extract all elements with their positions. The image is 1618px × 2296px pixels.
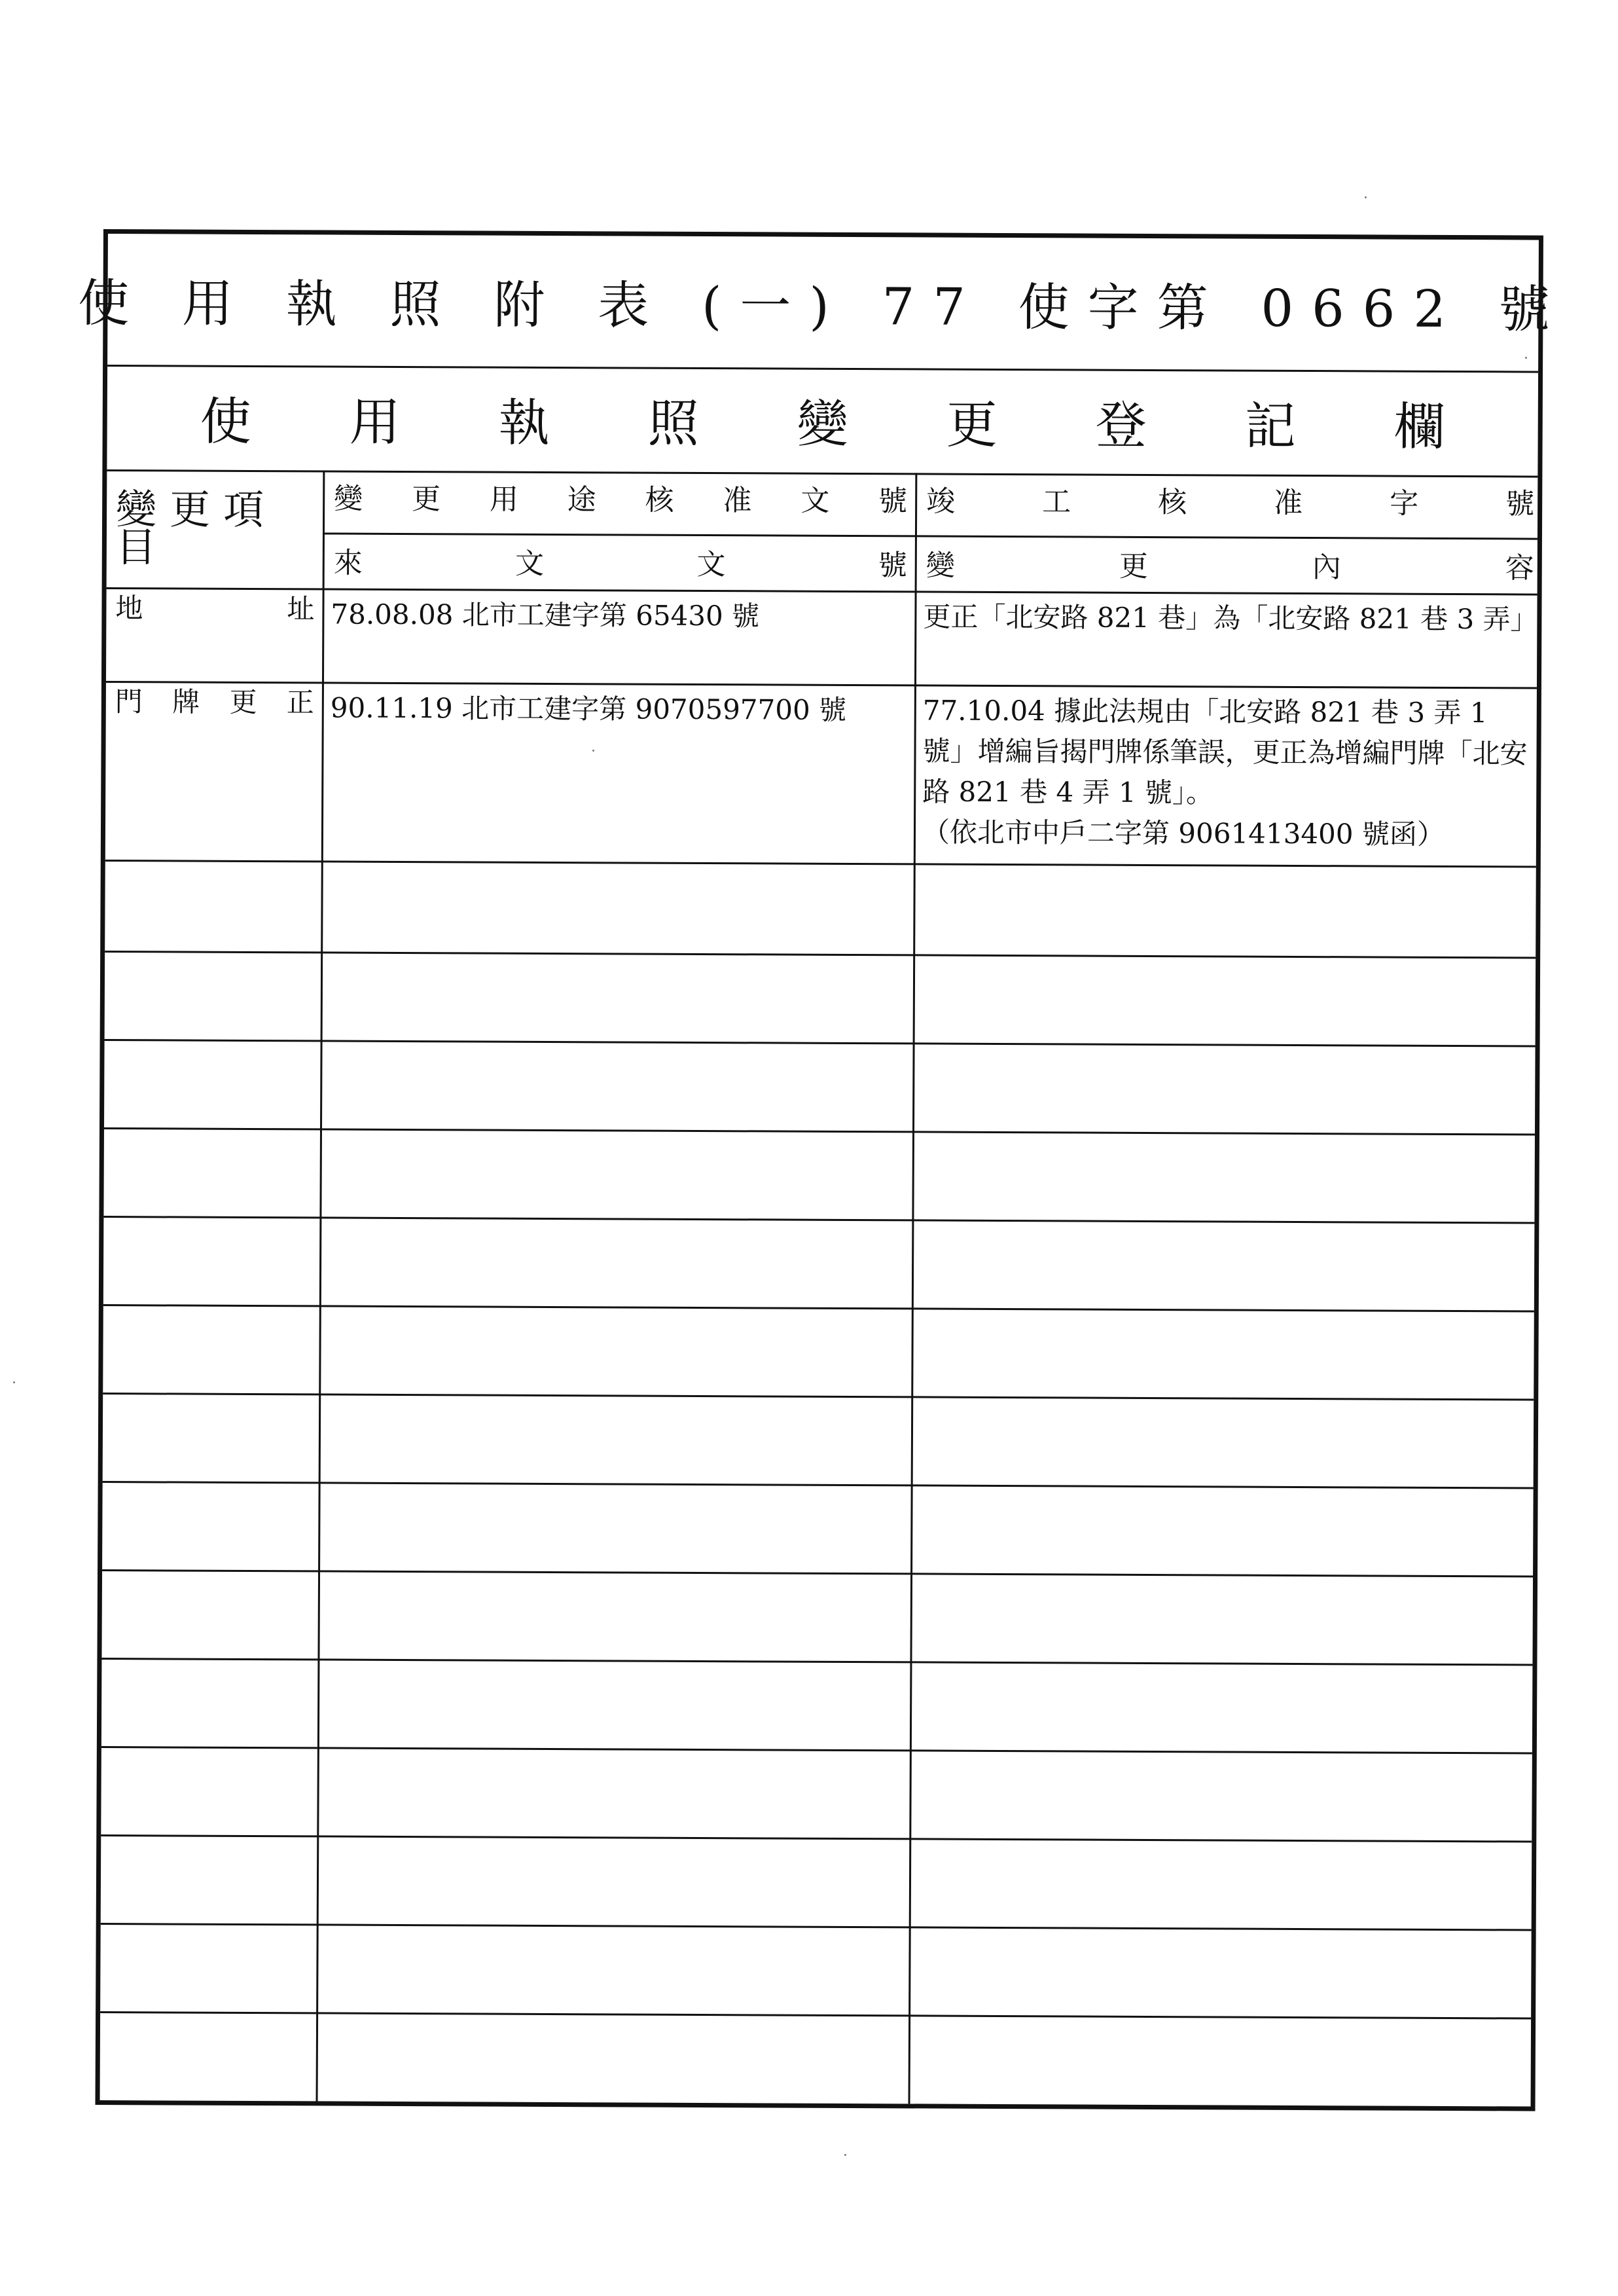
row-divider — [103, 1393, 1534, 1401]
label-char: 工 — [1042, 485, 1071, 519]
document-subtitle: 使用執照變更登記欄 — [200, 392, 1543, 458]
label-char: 用 — [489, 483, 519, 517]
label-char: 更 — [1119, 549, 1148, 583]
row-divider — [103, 1481, 1534, 1489]
label-char: 更 — [411, 483, 441, 517]
row-divider — [103, 1216, 1534, 1224]
scan-speck — [1365, 196, 1367, 198]
scan-speck — [1525, 357, 1527, 359]
header-col3-bottom — [917, 537, 1542, 593]
label-char: 途 — [567, 483, 596, 517]
row-divider — [105, 951, 1536, 959]
row-divider — [104, 1127, 1535, 1136]
label-char: 准 — [1274, 486, 1303, 520]
row-divider — [102, 1569, 1533, 1578]
row-divider — [103, 1304, 1534, 1313]
label-char: 號 — [1505, 487, 1535, 521]
scan-speck — [844, 2154, 846, 2156]
label-char: 字 — [1390, 486, 1419, 520]
label-char: 址 — [287, 592, 315, 625]
label-char: 號 — [878, 484, 908, 519]
row-2-doc-no: 90.11.19 北市工建字第 9070597700 號 — [330, 691, 847, 726]
label-char: 牌 — [172, 685, 200, 718]
subtitle-row — [107, 365, 1543, 478]
row-divider — [101, 1658, 1532, 1666]
label-char: 文 — [696, 547, 726, 582]
row-2-item — [105, 683, 322, 860]
header-col2-top — [325, 470, 915, 535]
label-char: 文 — [514, 547, 545, 581]
label-char: 竣 — [926, 484, 956, 519]
label-char: 來 — [333, 546, 363, 580]
header-col2-bottom — [325, 534, 915, 591]
row-divider — [101, 1834, 1532, 1843]
row-divider — [105, 1039, 1536, 1048]
row-1-doc-no: 78.08.08 北市工建字第 65430 號 — [331, 598, 760, 632]
change-register-table — [100, 469, 1538, 2107]
header-item-label: 變更項目 — [115, 485, 278, 572]
form-frame — [78, 229, 1568, 2111]
title-row — [78, 234, 1568, 373]
row-2-content: 77.10.04 據此法規由「北安路 821 巷 3 弄 1 號」增編旨揭門牌係筆誤，更正為增編門牌「北安路 821 巷 4 弄 1 號」。 （依北市中戶二字第 9061413400 號函） — [922, 694, 1528, 850]
label-char: 號 — [878, 549, 907, 583]
label-char: 地 — [115, 592, 143, 625]
label-char: 容 — [1505, 551, 1534, 585]
header-item-cell — [107, 469, 323, 588]
row-divider — [101, 1746, 1532, 1755]
label-char: 正 — [286, 686, 314, 719]
label-char: 變 — [334, 482, 363, 516]
header-col3-top — [917, 473, 1542, 538]
row-divider — [100, 2011, 1531, 2020]
label-char: 更 — [229, 685, 257, 719]
row-divider — [101, 1923, 1532, 1931]
label-char: 核 — [1158, 486, 1187, 520]
label-char: 門 — [115, 685, 143, 718]
scan-speck — [592, 750, 594, 752]
row-1-item — [106, 589, 323, 682]
label-char: 核 — [645, 483, 674, 517]
label-char: 內 — [1312, 551, 1341, 585]
scan-speck — [13, 1381, 15, 1383]
row-1-content: 更正「北安路 821 巷」為「北安路 821 巷 3 弄」 — [923, 600, 1538, 636]
document-title: 使 用 執 照 附 表 (一) 77 使字第 0662 號 — [78, 274, 1568, 340]
label-char: 文 — [800, 484, 830, 518]
label-char: 變 — [926, 549, 955, 583]
label-char: 准 — [723, 484, 752, 518]
